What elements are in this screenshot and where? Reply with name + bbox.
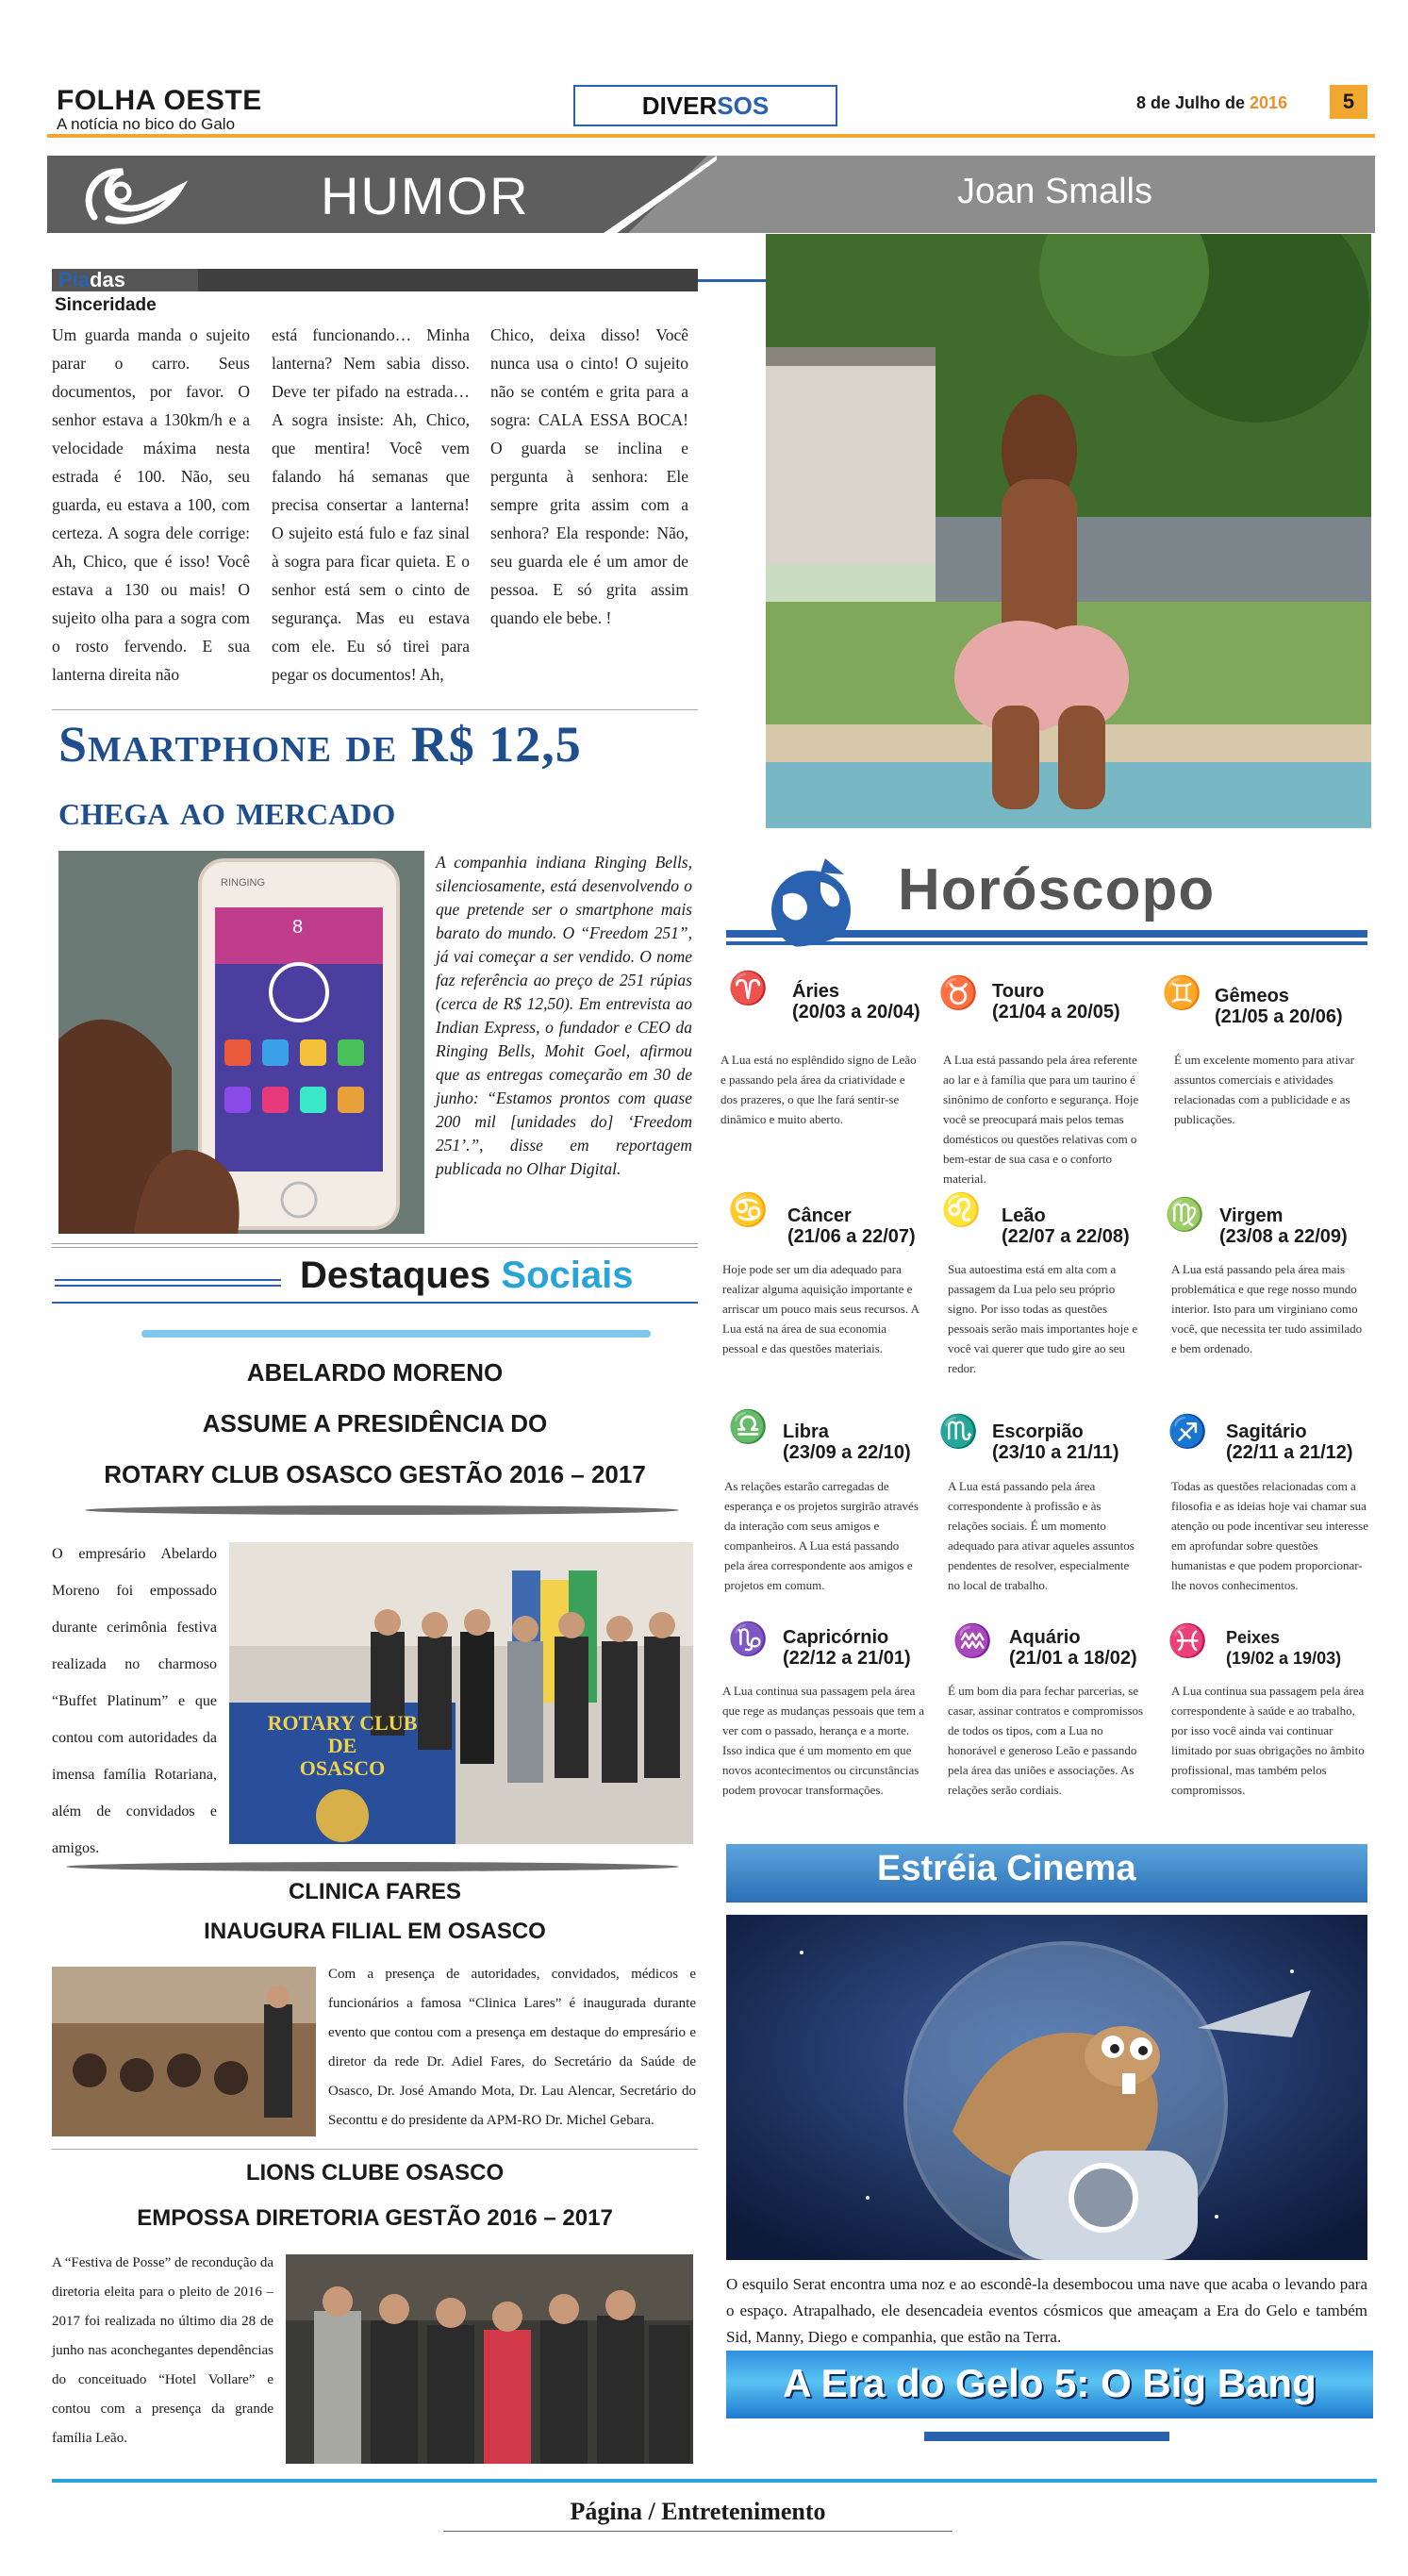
- photo-caption-title: Joan Smalls: [957, 172, 1152, 211]
- cancer-dates: (21/06 a 22/07): [787, 1226, 916, 1247]
- pisces-dates: (19/02 a 19/03): [1226, 1649, 1342, 1668]
- article2-separator: [66, 1862, 679, 1871]
- capricorn-dates: (22/12 a 21/01): [783, 1648, 911, 1669]
- joke-column-3: Chico, deixa disso! Você nunca usa o cinto! O sujeito não se contém e grita para a sogra: CALA ESSA BOCA! O guarda se inclina e pergunta à senhora: Ele sempre grita assim com a senhora? Ela responde: Não, seu guarda ele é um amor de pessoa. E só grita assim quando ele bebe. !: [490, 325, 688, 627]
- piadas-bar-dark: [198, 269, 698, 291]
- libra-dates: (23/09 a 22/10): [783, 1442, 911, 1463]
- libra-name: Libra: [783, 1421, 829, 1442]
- movie-title: A Era do Gelo 5: O Big Bang: [783, 2361, 1317, 2405]
- sagittarius-text: Todas as questões relacionadas com a filosofia e as ideias hoje vai chamar sua atenção ou pode incentivar seu interesse em aprofundar sobre questões humanistas e que podem proporcionar-lhe novos conhecimentos.: [1171, 1479, 1368, 1592]
- article2-head2: INAUGURA FILIAL EM OSASCO: [204, 1919, 546, 1944]
- horoscopo-rule-thick: [726, 930, 1367, 938]
- leo-text: Sua autoestima está em alta com a passagem da Lua pelo seu próprio signo. Por isso todas as questões pessoais serão mais importantes hoje e você vai querer que tudo gire ao seu redor.: [948, 1262, 1138, 1375]
- rotary-sign: [229, 1712, 456, 1780]
- joke-column-2: está funcionando… Minha lanterna? Nem sabia disso. Deve ter pifado na estrada… A sogra insiste: Ah, Chico, que mentira! Você vem falando há semanas que precisa consertar a lanterna! O sujeito está fulo e faz sinal à sogra para ficar quieta. E o senhor está sem o cinto de segurança. Mas eu estava com ele. Eu só tirei para pegar os documentos! Ah,: [272, 325, 470, 684]
- gemini-heading: [1215, 986, 1343, 1027]
- destaques-title-a: Destaques: [300, 1255, 502, 1296]
- capricorn-name: Capricórnio: [783, 1627, 889, 1648]
- footer-rule: [52, 2479, 1377, 2483]
- scorpio-name: Escorpião: [992, 1421, 1084, 1442]
- gemini-name: Gêmeos: [1215, 986, 1289, 1006]
- cancer-name: Câncer: [787, 1205, 852, 1226]
- piadas-label-pre: Pia: [58, 268, 91, 291]
- aries-heading: [792, 981, 920, 1022]
- paper-tagline: A notícia no bico do Galo: [57, 115, 236, 133]
- virgo-heading: [1219, 1205, 1348, 1247]
- aries-icon: ♈: [728, 972, 769, 1006]
- smartphone-photo: [58, 851, 424, 1234]
- humor-title: HUMOR: [321, 166, 530, 225]
- destaques-subrule: [141, 1330, 651, 1338]
- horoscopo-title: Horóscopo: [898, 857, 1216, 922]
- smartphone-rule: [52, 1243, 698, 1248]
- footer-underline: [443, 2531, 952, 2532]
- taurus-dates: (21/04 a 20/05): [992, 1002, 1120, 1022]
- aquarius-icon: ♒: [952, 1624, 993, 1659]
- smartphone-article-body: A companhia indiana Ringing Bells, silenciosamente, está desenvolvendo o que pretende ser o smartphone mais barato do mundo. O “Freedom 251”, já vai começar a ser vendido. O nome faz referência ao preço de 251 rúpias (cerca de R$ 12,50). Em entrevista ao Indian Express, o fundador e CEO da Ringing Bells, Mohit Goel, afirmou que as entregas começarão em 30 de junho: “Estamos prontos com quase 200 mil [unidades do] ‘Freedom 251’.”, disse em reportagem publicada no Olhar Digital.: [436, 853, 692, 1178]
- destaques-blue-rule: [52, 1302, 698, 1304]
- piadas-label-rest: das: [90, 268, 125, 291]
- taurus-text: A Lua está passando pela área referente ao lar e à família que para um taurino é sinônimo de conforto e segurança. Hoje você se preocupará mais pelos temas domésticos ou questões relativas com o bem-estar de sua casa e o conforto material.: [943, 1053, 1139, 1186]
- issue-date-prefix: 8 de Julho de: [1136, 93, 1251, 112]
- sagittarius-heading: [1226, 1421, 1353, 1463]
- aquarius-text: É um bom dia para fechar parcerias, se casar, assinar contratos e compromissos de todos os tipos, com a Lua no honorável e generoso Leão e passando pela área das uniões e associações. As relações serão cordiais.: [948, 1684, 1144, 1797]
- issue-date: [1136, 93, 1287, 113]
- footer-label: Página / Entretenimento: [570, 2498, 826, 2525]
- ice-age-poster: [726, 1915, 1367, 2260]
- aries-dates: (20/03 a 20/04): [792, 1002, 920, 1022]
- clinica-photo: [52, 1967, 316, 2136]
- phone-clock-text: 8: [292, 917, 304, 938]
- pisces-text: A Lua continua sua passagem pela área correspondente à saúde e ao trabalho, por isso você ainda vai continuar limitado por suas obrigações no âmbito profissional, mas também pelos compromissos.: [1171, 1684, 1365, 1797]
- article2-head1: CLINICA FARES: [288, 1879, 462, 1904]
- paper-name: FOLHA OESTE: [57, 85, 262, 116]
- joan-smalls-photo-art: [766, 234, 1371, 828]
- scorpio-dates: (23/10 a 21/11): [992, 1442, 1119, 1463]
- piadas-blue-rule: [698, 279, 773, 282]
- scorpio-icon: ♏: [938, 1415, 979, 1450]
- cancer-heading: [787, 1205, 916, 1247]
- scorpio-text: A Lua está passando pela área correspondente à profissão e às relações sociais. É um momento adequado para ativar aqueles assuntos pendentes de resolver, especialmente no local de trabalho.: [948, 1479, 1135, 1592]
- article1-separator: [85, 1505, 679, 1515]
- smartphone-headline-line2: chega ao mercado: [58, 786, 396, 834]
- leo-heading: [1002, 1205, 1130, 1247]
- phone-brand-text: RINGING: [221, 877, 266, 889]
- rotary-photo: [229, 1542, 693, 1844]
- piadas-label: [58, 268, 125, 292]
- sagittarius-icon: ♐: [1168, 1415, 1208, 1450]
- aries-text: A Lua está no esplêndido signo de Leão e passando pela área da criatividade e dos prazeres, o que lhe fará sentir-se dinâmico e muito aberto.: [721, 1053, 917, 1126]
- leo-name: Leão: [1002, 1205, 1046, 1226]
- article3-head1: LIONS CLUBE OSASCO: [245, 2160, 505, 2185]
- leo-dates: (22/07 a 22/08): [1002, 1226, 1130, 1247]
- taurus-name: Touro: [992, 981, 1045, 1002]
- rotary-sign-line2: DE: [327, 1734, 357, 1757]
- section-label: [573, 85, 837, 126]
- page-number: 5: [1330, 85, 1367, 119]
- smartphone-headline-line1: Smartphone de R$ 12,5: [58, 716, 582, 773]
- aquarius-dates: (21/01 a 18/02): [1009, 1648, 1137, 1669]
- taurus-icon: ♉: [938, 976, 979, 1011]
- virgo-icon: ♍: [1165, 1198, 1205, 1233]
- joke-title: Sinceridade: [55, 295, 157, 315]
- destaques-title-b: Sociais: [501, 1255, 634, 1296]
- article3-head2: EMPOSSA DIRETORIA GESTÃO 2016 – 2017: [137, 2205, 613, 2231]
- article1-body: O empresário Abelardo Moreno foi empossado durante cerimônia festiva realizada no charmoso “Buffet Platinum” e que contou com autoridades da imensa família Rotariana, além de convidados e amigos.: [52, 1546, 217, 1856]
- aquarius-heading: [1009, 1627, 1137, 1669]
- joan-smalls-photo: [766, 234, 1371, 828]
- masthead-rule: [47, 134, 1375, 138]
- capricorn-heading: [783, 1627, 911, 1669]
- pisces-name: Peixes: [1226, 1628, 1281, 1647]
- virgo-dates: (23/08 a 22/09): [1219, 1226, 1348, 1247]
- capricorn-text: A Lua continua sua passagem pela área que rege as mudanças pessoais que tem a ver com o passado, herança e a morte. Isso indica que é um momento em que novos acontecimentos ou circunstâncias podem provocar transformações.: [722, 1684, 925, 1797]
- gemini-text: É um excelente momento para ativar assuntos comerciais e atividades relacionadas com a publicidade e as publicações.: [1174, 1053, 1354, 1126]
- gemini-dates: (21/05 a 20/06): [1215, 1006, 1343, 1027]
- lions-photo-art: [286, 2254, 693, 2464]
- article1-head3: ROTARY CLUB OSASCO GESTÃO 2016 – 2017: [104, 1460, 646, 1488]
- joke-column-1: Um guarda manda o sujeito parar o carro. Seus documentos, por favor. O senhor estava a 130km/h e a velocidade máxima nesta estrada é 100. Não, seu guarda, eu estava a 100, com certeza. A sogra dele corrige: Ah, Chico, que é isso! Você estava a 130 ou mais! O sujeito olha para a sogra com o rosto fervendo. E sua lanterna direita não: [52, 325, 250, 684]
- ice-age-poster-art: [726, 1915, 1367, 2260]
- leo-icon: ♌: [941, 1193, 982, 1228]
- cinema-title: Estréia Cinema: [877, 1849, 1136, 1888]
- virgo-text: A Lua está passando pela área mais problemática e que rege nosso mundo interior. Isto para um virginiano como você, que necessita ter tudo assimilado e bem ordenado.: [1171, 1262, 1363, 1355]
- article3-separator: [52, 2149, 698, 2150]
- swirl-logo-icon: [75, 160, 189, 230]
- issue-date-year: 2016: [1250, 93, 1288, 112]
- destaques-title: [300, 1255, 634, 1297]
- libra-text: As relações estarão carregadas de esperança e os projetos surgirão através da interação com seus amigos e companheiros. A Lua está passando pela área correspondente aos amigos e projetos em comum.: [724, 1479, 919, 1592]
- sagittarius-dates: (22/11 a 21/12): [1226, 1442, 1353, 1463]
- section-label-a: DIVER: [641, 91, 718, 120]
- pisces-icon: ♓: [1168, 1624, 1208, 1659]
- cinema-synopsis: O esquilo Serat encontra uma noz e ao escondê-la desembocou uma nave que acaba o levando para o espaço. Atrapalhado, ele desencadeia eventos cósmicos que ameaçam a Era do Gelo e também Sid, Manny, Diego e companhia, que estão na Terra.: [726, 2275, 1367, 2346]
- rotary-sign-line1: ROTARY CLUB: [267, 1711, 418, 1735]
- horoscopo-rule-thin: [726, 941, 1367, 945]
- movie-title-underline: [924, 2432, 1169, 2441]
- clinica-photo-art: [52, 1967, 316, 2136]
- section-label-b: SOS: [717, 91, 770, 120]
- aquarius-name: Aquário: [1009, 1627, 1081, 1648]
- sagittarius-name: Sagitário: [1226, 1421, 1307, 1442]
- pisces-heading: [1226, 1627, 1341, 1669]
- rotary-photo-art: [229, 1542, 693, 1844]
- article2-body: Com a presença de autoridades, convidados, médicos e funcionários a famosa “Clinica Lares” é inaugurada durante evento que contou com a presença em destaque do empresário e diretor da rede Dr. Adiel Fares, do Secretário da Saúde de Osasco, Dr. José Amando Mota, Dr. Lau Alencar, Secretário do Seconttu e do presidente da APM-RO Dr. Michel Gebara.: [328, 1967, 696, 2128]
- destaques-left-rule: [55, 1279, 281, 1287]
- smartphone-photo-art: [58, 851, 424, 1234]
- cancer-icon: ♋: [728, 1193, 769, 1228]
- article1-head2: ASSUME A PRESIDÊNCIA DO: [202, 1409, 548, 1438]
- libra-icon: ♎: [728, 1410, 769, 1445]
- scorpio-heading: [992, 1421, 1119, 1463]
- taurus-heading: [992, 981, 1120, 1022]
- humor-rule: [52, 709, 698, 710]
- aries-name: Áries: [792, 981, 840, 1002]
- libra-heading: [783, 1421, 911, 1463]
- lions-photo: [286, 2254, 693, 2464]
- cancer-text: Hoje pode ser um dia adequado para realizar alguma aquisição importante e arriscar um pouco mais seus recursos. A Lua está na área de sua economia pessoal e das questões materiais.: [722, 1262, 919, 1355]
- rotary-sign-line3: OSASCO: [299, 1756, 386, 1780]
- virgo-name: Virgem: [1219, 1205, 1284, 1226]
- capricorn-icon: ♑: [728, 1622, 769, 1657]
- gemini-icon: ♊: [1162, 976, 1202, 1011]
- article1-head1: ABELARDO MORENO: [246, 1358, 504, 1387]
- article3-body: A “Festiva de Posse” de recondução da diretoria eleita para o pleito de 2016 – 2017 foi realizada no último dia 28 de junho nas aconchegantes dependências do conceituado “Hotel Vollare” e contou com a presença da grande família Leão.: [52, 2255, 273, 2446]
